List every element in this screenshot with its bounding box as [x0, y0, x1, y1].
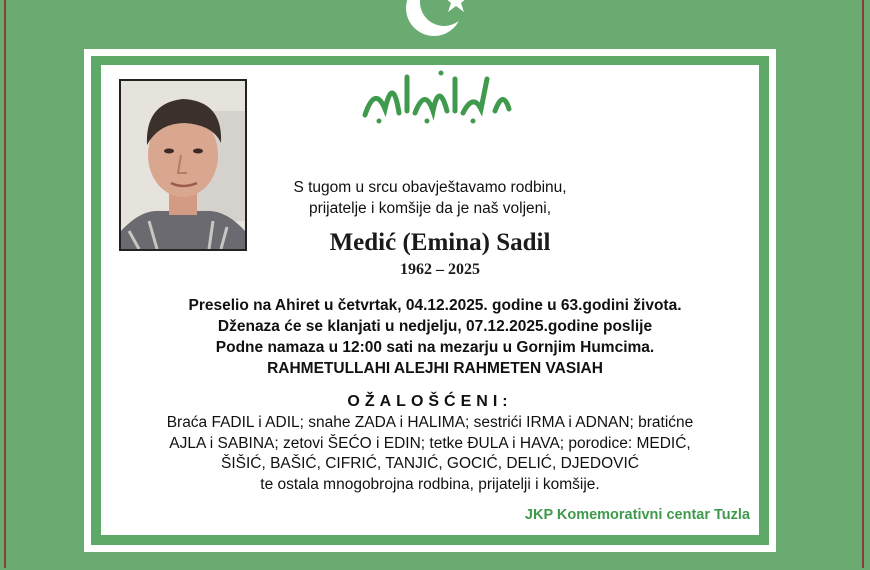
death-line-3: Podne namaza u 12:00 sati na mezarju u Gornjim Humcima. [215, 339, 655, 356]
intro-line-2: prijatelje i komšije da je naš voljeni, [308, 200, 552, 217]
portrait-photo [119, 79, 247, 251]
calligraphy-emblem [355, 65, 515, 127]
death-line-1: Preselio na Ahiret u četvrtak, 04.12.2025. godine u 63.godini života. [188, 297, 682, 314]
mourners-line-2: AJLA i SABINA; zetovi ŠEĆO i EDIN; tetke ĐULA i HAVA; porodice: MEDIĆ, [169, 434, 691, 452]
intro-text [260, 177, 600, 219]
intro-line-1: S tugom u srcu obavještavamo rodbinu, [293, 179, 567, 196]
organization-name: JKP Komemorativni centar Tuzla [524, 507, 750, 523]
mourners-list [110, 413, 750, 495]
mourners-heading: OŽALOŠĆENI: [347, 393, 513, 410]
crescent-star-icon [404, 0, 476, 42]
deceased-name: Medić (Emina) Sadil [329, 229, 551, 256]
prayer-line: RAHMETULLAHI ALEJHI RAHMETEN VASIAH [267, 360, 603, 377]
mourners-line-1: Braća FADIL i ADIL; snahe ZADA i HALIMA; sestrići IRMA i ADNAN; bratićne [166, 414, 694, 431]
life-years: 1962 – 2025 [400, 261, 480, 278]
death-details [110, 295, 760, 379]
death-line-2: Dženaza će se klanjati u nedjelju, 07.12.2025.godine poslije [217, 318, 653, 335]
mourners-line-3: ŠIŠIĆ, BAŠIĆ, CIFRIĆ, TANJIĆ, GOCIĆ, DELIĆ, DJEDOVIĆ [221, 455, 639, 472]
mourners-line-4: te ostala mnogobrojna rodbina, prijatelji i komšije. [260, 475, 600, 493]
